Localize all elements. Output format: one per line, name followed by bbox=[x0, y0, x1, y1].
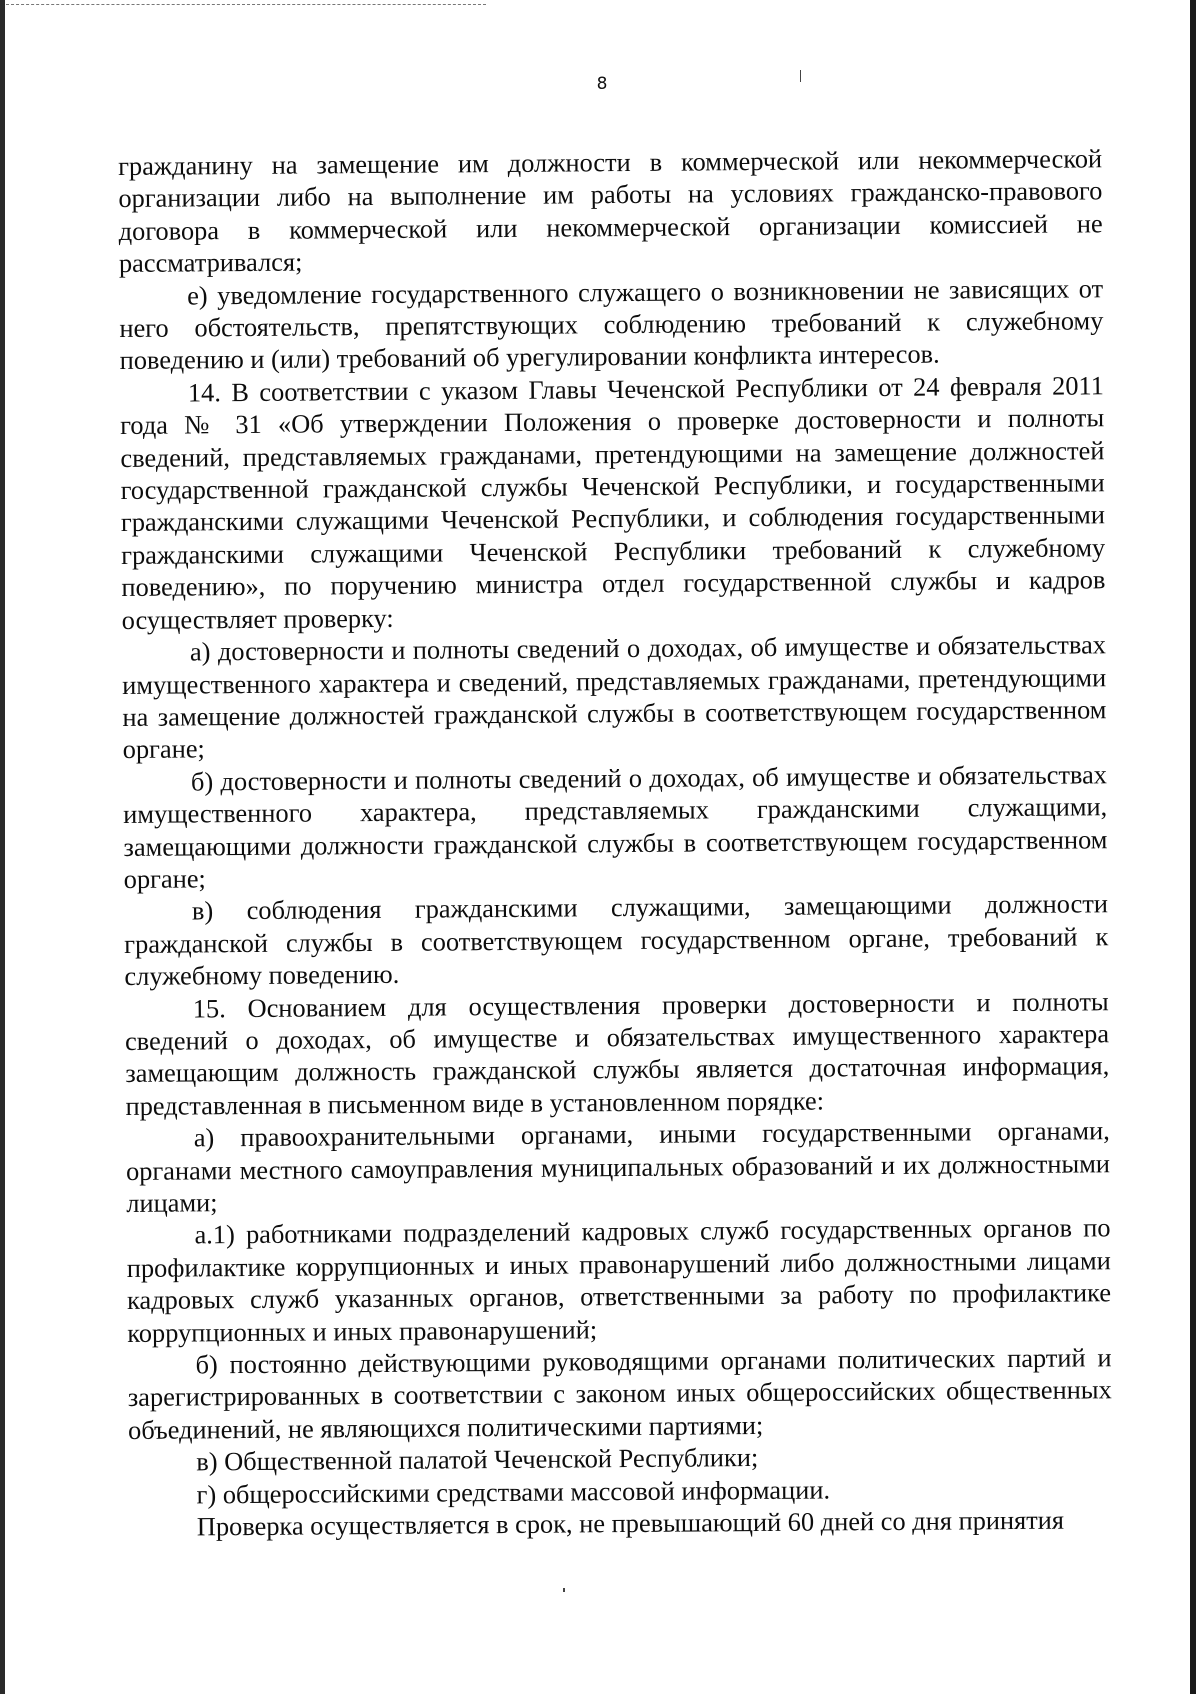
paragraph: гражданину на замещение им должности в коммерческой или некоммерческой организации либо на выполнение им работы на условиях гражданско-правового договора в коммерческой или некоммерческой организации комиссией не рассматривался; bbox=[118, 143, 1103, 279]
paragraph: а) достоверности и полноты сведений о доходах, об имуществе и обязательствах имущественного характера и сведений, представляемых гражданами, претендующими на замещение должностей гражданской службы в соответствующем государственном органе; bbox=[122, 629, 1107, 765]
paragraph: б) постоянно действующими руководящими органами политических партий и зарегистрированных в соответствии с законом иных общероссийских общественных объединений, не являющихся политическими партиями; bbox=[127, 1342, 1112, 1445]
scan-speck bbox=[800, 70, 801, 82]
page-number: 8 bbox=[596, 74, 608, 94]
paragraph: 14. В соответствии с указом Главы Чеченской Республики от 24 февраля 2011 года № 31 «Об утверждении Положения о проверке достоверности и полноты сведений, представляемых гражданами, претендующими на замещение должностей государственной гражданской службы Чеченской Республики, и государственными гражданскими служащими Чеченской Республики, и соблюдения государственными гражданскими служащими Чеченской Республики требований к служебному поведению», по поручению министра отдел государственной службы и кадров осуществляет проверку: bbox=[120, 370, 1106, 635]
paragraph: г) общероссийскими средствами массовой информации. bbox=[196, 1474, 831, 1510]
paragraph: Проверка осуществляется в срок, не превышающий 60 дней со дня принятия bbox=[196, 1504, 1065, 1542]
document-body bbox=[118, 142, 1113, 1543]
scan-right-edge bbox=[1190, 0, 1196, 1694]
paragraph: б) достоверности и полноты сведений о доходах, об имуществе и обязательствах имущественного характера, представляемых гражданскими служащими, замещающими должности гражданской службы в соответствующем государственном органе; bbox=[123, 758, 1108, 894]
paragraph: в) соблюдения гражданскими служащими, замещающими должности гражданской службы в соответствующем государственном органе, требований к служебному поведению. bbox=[124, 888, 1109, 992]
scan-top-artifact bbox=[6, 4, 486, 5]
paragraph: в) Общественной палатой Чеченской Республики; bbox=[196, 1442, 759, 1477]
paragraph: 15. Основанием для осуществления проверки достоверности и полноты сведений о доходах, об имуществе и обязательствах имущественного характера замещающим должность гражданской службы является достаточная информация, представленная в письменном виде в установленном порядке: bbox=[124, 985, 1110, 1121]
scan-left-edge bbox=[0, 0, 5, 1694]
scan-speck bbox=[563, 1588, 565, 1592]
paragraph: а.1) работниками подразделений кадровых служб государственных органов по профилактике коррупционных и иных правонарушений либо должностными лицами кадровых служб указанных органов, ответственными за работу по профилактике коррупционных и иных правонарушений; bbox=[126, 1212, 1112, 1348]
paragraph: е) уведомление государственного служащего о возникновении не зависящих от него обстоятельств, препятствующих соблюдению требований к служебному поведению и (или) требований об урегулировании конфликта интересов. bbox=[119, 272, 1104, 376]
paragraph: а) правоохранительными органами, иными государственными органами, органами местного самоуправления муниципальных образований и их должностными лицами; bbox=[125, 1115, 1111, 1218]
